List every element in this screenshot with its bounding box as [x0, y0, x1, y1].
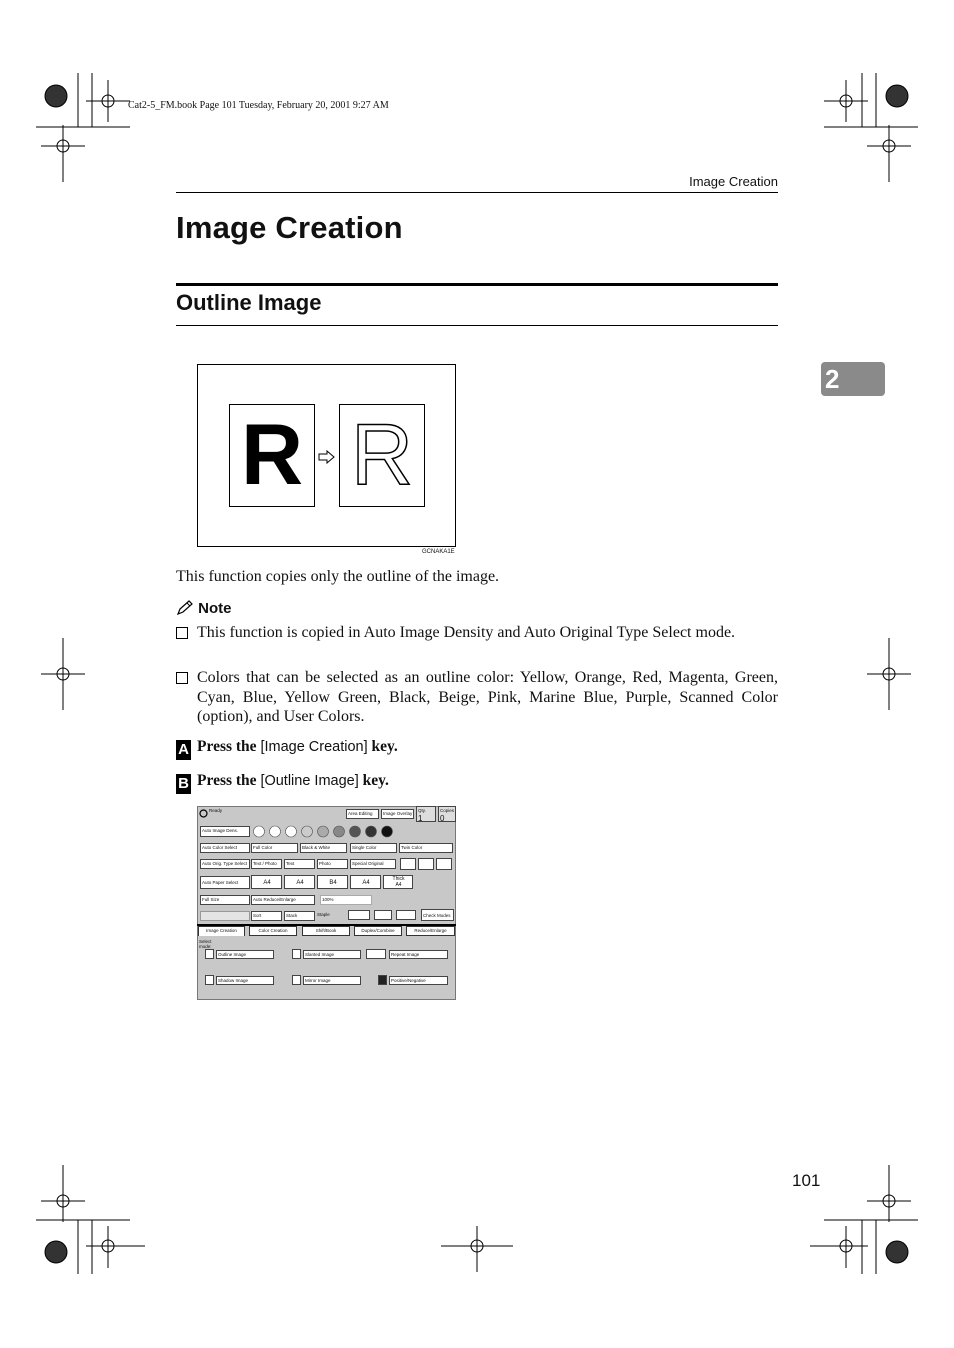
- twin-color-button[interactable]: Twin Color: [399, 843, 453, 853]
- section-rule-bottom: [176, 325, 778, 326]
- tab-image-creation[interactable]: Image Creation: [198, 926, 245, 936]
- disabled-button: [200, 911, 250, 921]
- shadow-mode-icon: [205, 975, 214, 985]
- solid-letter-box: [229, 404, 315, 507]
- shadow-image-button[interactable]: Shadow Image: [216, 976, 274, 985]
- image-overlay-button[interactable]: Image Overlay: [381, 809, 414, 819]
- mirror-image-button[interactable]: Mirror Image: [303, 976, 361, 985]
- section-heading: Outline Image: [176, 290, 322, 315]
- staple-position-icon[interactable]: [396, 910, 416, 920]
- auto-reduce-enlarge-button[interactable]: Auto Reduce/Enlarge: [251, 895, 315, 905]
- tray-2-button[interactable]: A4: [284, 875, 315, 889]
- tab-reduce-enlarge[interactable]: Reduce/Enlarge: [406, 926, 455, 936]
- running-head: Image Creation: [689, 174, 778, 189]
- intro-paragraph: This function copies only the outline of the image.: [176, 568, 500, 585]
- original-orientation-icon[interactable]: [400, 858, 416, 870]
- tray-4-button[interactable]: A4: [350, 875, 381, 889]
- density-scale[interactable]: [253, 825, 398, 843]
- note-item-2: Colors that can be selected as an outline color: Yellow, Orange, Red, Magenta, Green, Cyan, Blue, Yellow Green, Black, Beige, Pink, Marine Blue, Purple, Scanned Color (option), and User Colors.: [176, 668, 778, 727]
- repeat-mode-icon: [366, 949, 386, 959]
- pencil-icon: [176, 600, 194, 615]
- auto-paper-select-button[interactable]: Auto Paper Select: [200, 876, 250, 889]
- positive-negative-button[interactable]: Positive/Negative: [389, 976, 448, 985]
- outline-figure: [197, 364, 456, 547]
- staple-position-icon[interactable]: [374, 910, 392, 920]
- tray-1-button[interactable]: A4: [251, 875, 282, 889]
- single-color-button[interactable]: Single Color: [350, 843, 397, 853]
- outline-image-button[interactable]: Outline Image: [216, 950, 274, 959]
- image-creation-key: [Image Creation]: [260, 739, 368, 755]
- chapter-tab: 2: [821, 362, 885, 396]
- special-original-button[interactable]: Special Original: [350, 859, 396, 869]
- staple-label: Staple: [317, 912, 330, 917]
- header-rule: [176, 192, 778, 193]
- repeat-image-button[interactable]: Repeat Image: [389, 950, 448, 959]
- checkbox-icon: [176, 672, 188, 684]
- outline-letter-box: [339, 404, 425, 507]
- step-1: A Press the [Image Creation] key.: [176, 738, 398, 760]
- checkbox-icon: [176, 627, 188, 639]
- tab-shift-book[interactable]: Shift/Book: [302, 926, 350, 936]
- book-info-line: Cat2-5_FM.book Page 101 Tuesday, February 20, 2001 9:27 AM: [128, 100, 389, 111]
- bypass-thick-button[interactable]: Thick A4: [383, 875, 413, 889]
- solid-letter: R: [240, 407, 304, 503]
- slanted-mode-icon: [292, 949, 301, 959]
- auto-color-select-button[interactable]: Auto Color Select: [200, 843, 250, 853]
- status-text: Ready: [209, 808, 223, 813]
- outline-letter: R: [350, 407, 414, 503]
- ratio-display: 100%: [320, 895, 372, 905]
- note-heading: Note: [176, 600, 232, 617]
- auto-image-density-button[interactable]: Auto Image Dens.: [200, 826, 250, 837]
- text-photo-button[interactable]: Text / Photo: [251, 859, 282, 869]
- copies-display: Copies 0: [440, 808, 455, 822]
- note-item-1: This function is copied in Auto Image Density and Auto Original Type Select mode.: [176, 623, 778, 643]
- stack-button[interactable]: Stack: [284, 911, 315, 921]
- staple-position-icon[interactable]: [348, 910, 370, 920]
- page-title: Image Creation: [176, 210, 403, 245]
- outline-image-key: [Outline Image]: [260, 773, 359, 789]
- original-orientation-icon[interactable]: [418, 858, 434, 870]
- full-size-button[interactable]: Full Size: [200, 895, 250, 905]
- original-orientation-icon[interactable]: [436, 858, 452, 870]
- tab-duplex-combine[interactable]: Duplex/Combine: [354, 926, 402, 936]
- section-rule-top: [176, 283, 778, 286]
- step-2: B Press the [Outline Image] key.: [176, 772, 389, 794]
- full-color-button[interactable]: Full Color: [251, 843, 298, 853]
- photo-button[interactable]: Photo: [317, 859, 348, 869]
- sort-button[interactable]: Sort: [251, 911, 282, 921]
- tray-3-button[interactable]: B4: [317, 875, 348, 889]
- qty-display: Qty. 1: [416, 806, 436, 822]
- figure-code: GCNAKA1E: [422, 549, 455, 555]
- arrow-right-icon: [318, 450, 336, 464]
- page-number: 101: [792, 1171, 821, 1190]
- text-button[interactable]: Text: [284, 859, 315, 869]
- select-mode-label: Select mode:: [199, 939, 212, 949]
- area-editing-button[interactable]: Area Editing: [346, 809, 379, 819]
- black-white-button[interactable]: Black & White: [300, 843, 347, 853]
- mirror-mode-icon: [292, 975, 301, 985]
- ready-icon: [199, 809, 208, 818]
- auto-original-type-button[interactable]: Auto Orig. Type Select: [200, 859, 250, 869]
- slanted-image-button[interactable]: Slanted Image: [303, 950, 361, 959]
- positive-negative-mode-icon: [378, 975, 387, 985]
- outline-mode-icon: [205, 949, 214, 959]
- tab-color-creation[interactable]: Color Creation: [249, 926, 297, 936]
- check-modes-button[interactable]: Check Modes: [421, 909, 454, 921]
- density-dots-icon: [253, 825, 398, 838]
